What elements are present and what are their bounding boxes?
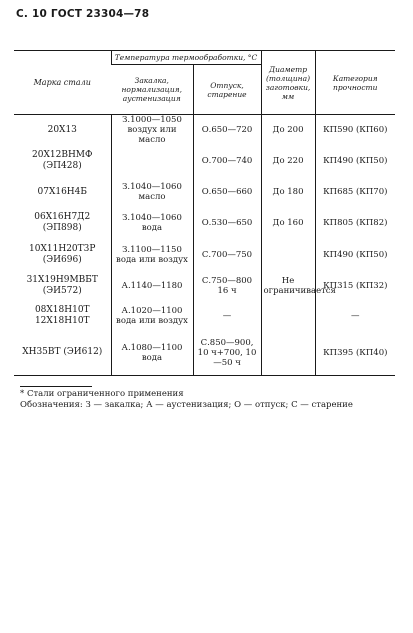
cell-category: КП590 (КП60) — [315, 115, 395, 146]
cell-grade: 20Х12ВНМФ (ЭП428) — [32, 150, 93, 171]
cell-quench: З.1100—1150 вода или воздух — [111, 239, 193, 271]
cell-quench: А.1020—1100 вода или воздух — [111, 301, 193, 331]
table-row — [14, 115, 395, 146]
cell-temper: О.530—650 — [193, 207, 261, 239]
cell-diameter — [261, 301, 315, 331]
footnote-divider — [20, 386, 92, 387]
table-row — [14, 177, 395, 207]
cell-grade: 06Х16Н7Д2 (ЭП898) — [34, 212, 91, 233]
footnote-restricted: * Стали ограниченного применения — [20, 389, 184, 399]
header-grade: Марка стали — [33, 78, 91, 87]
cell-temper: С.700—750 — [193, 239, 261, 271]
cell-temper: О.650—660 — [193, 177, 261, 207]
table-row — [14, 145, 395, 177]
cell-quench: А.1140—1180 — [111, 271, 193, 301]
cell-quench: З.1040—1060 масло — [111, 177, 193, 207]
header-quench: Закалка, нормализация, аустенизация — [121, 76, 183, 103]
header-heat-treatment: Температура термообработки, °С — [111, 51, 261, 65]
cell-diameter — [261, 331, 315, 375]
cell-temper: О.650—720 — [193, 115, 261, 146]
cell-diameter: До 220 — [261, 145, 315, 177]
heat-treatment-table — [14, 50, 395, 376]
table-row — [14, 271, 395, 301]
cell-category: КП685 (КП70) — [315, 177, 395, 207]
table-body — [14, 115, 395, 376]
cell-quench: А.1080—1100 вода — [111, 331, 193, 375]
cell-category: — — [315, 301, 395, 331]
cell-diameter: До 180 — [261, 177, 315, 207]
footnote-legend: Обозначения: З — закалка; А — аустенизация; О — отпуск; С — старение — [20, 400, 353, 410]
cell-temper: О.700—740 — [193, 145, 261, 177]
cell-diameter — [261, 239, 315, 271]
cell-diameter: До 200 — [261, 115, 315, 146]
cell-grade: 08Х18Н10Т 12Х18Н10Т — [34, 305, 90, 326]
cell-diameter: Не ограничивается — [261, 271, 315, 301]
cell-temper: С.850—900, 10 ч+700, 10—50 ч — [193, 331, 261, 375]
header-temper: Отпуск, старение — [193, 65, 261, 115]
cell-grade: ХН35ВТ (ЭИ612) — [22, 347, 103, 358]
table-row — [14, 207, 395, 239]
cell-category: КП490 (КП50) — [315, 239, 395, 271]
table-row — [14, 331, 395, 375]
cell-category: КП805 (КП82) — [315, 207, 395, 239]
table-row — [14, 301, 395, 331]
cell-diameter: До 160 — [261, 207, 315, 239]
cell-grade: 31Х19Н9МВБТ (ЭИ572) — [26, 275, 98, 296]
header-category: Категория прочности — [315, 51, 395, 115]
cell-category: КП315 (КП32) — [315, 271, 395, 301]
cell-grade: 20Х13 — [47, 124, 77, 135]
header-diameter: Диаметр (толщина) заготовки, мм — [261, 51, 315, 115]
cell-grade: 10Х11Н20Т3Р (ЭИ696) — [29, 244, 96, 265]
page-header: С. 10 ГОСТ 23304—78 — [16, 8, 150, 20]
cell-temper: С.750—800 16 ч — [193, 271, 261, 301]
table-row — [14, 239, 395, 271]
cell-grade: 07Х16Н4Б — [37, 186, 87, 197]
cell-temper: — — [193, 301, 261, 331]
cell-quench: З.1040—1060 вода — [111, 207, 193, 239]
table-header — [14, 51, 395, 115]
cell-quench: З.1000—1050 воздух или масло — [111, 115, 193, 146]
cell-quench — [111, 145, 193, 177]
cell-category: КП490 (КП50) — [315, 145, 395, 177]
cell-category: КП395 (КП40) — [315, 331, 395, 375]
